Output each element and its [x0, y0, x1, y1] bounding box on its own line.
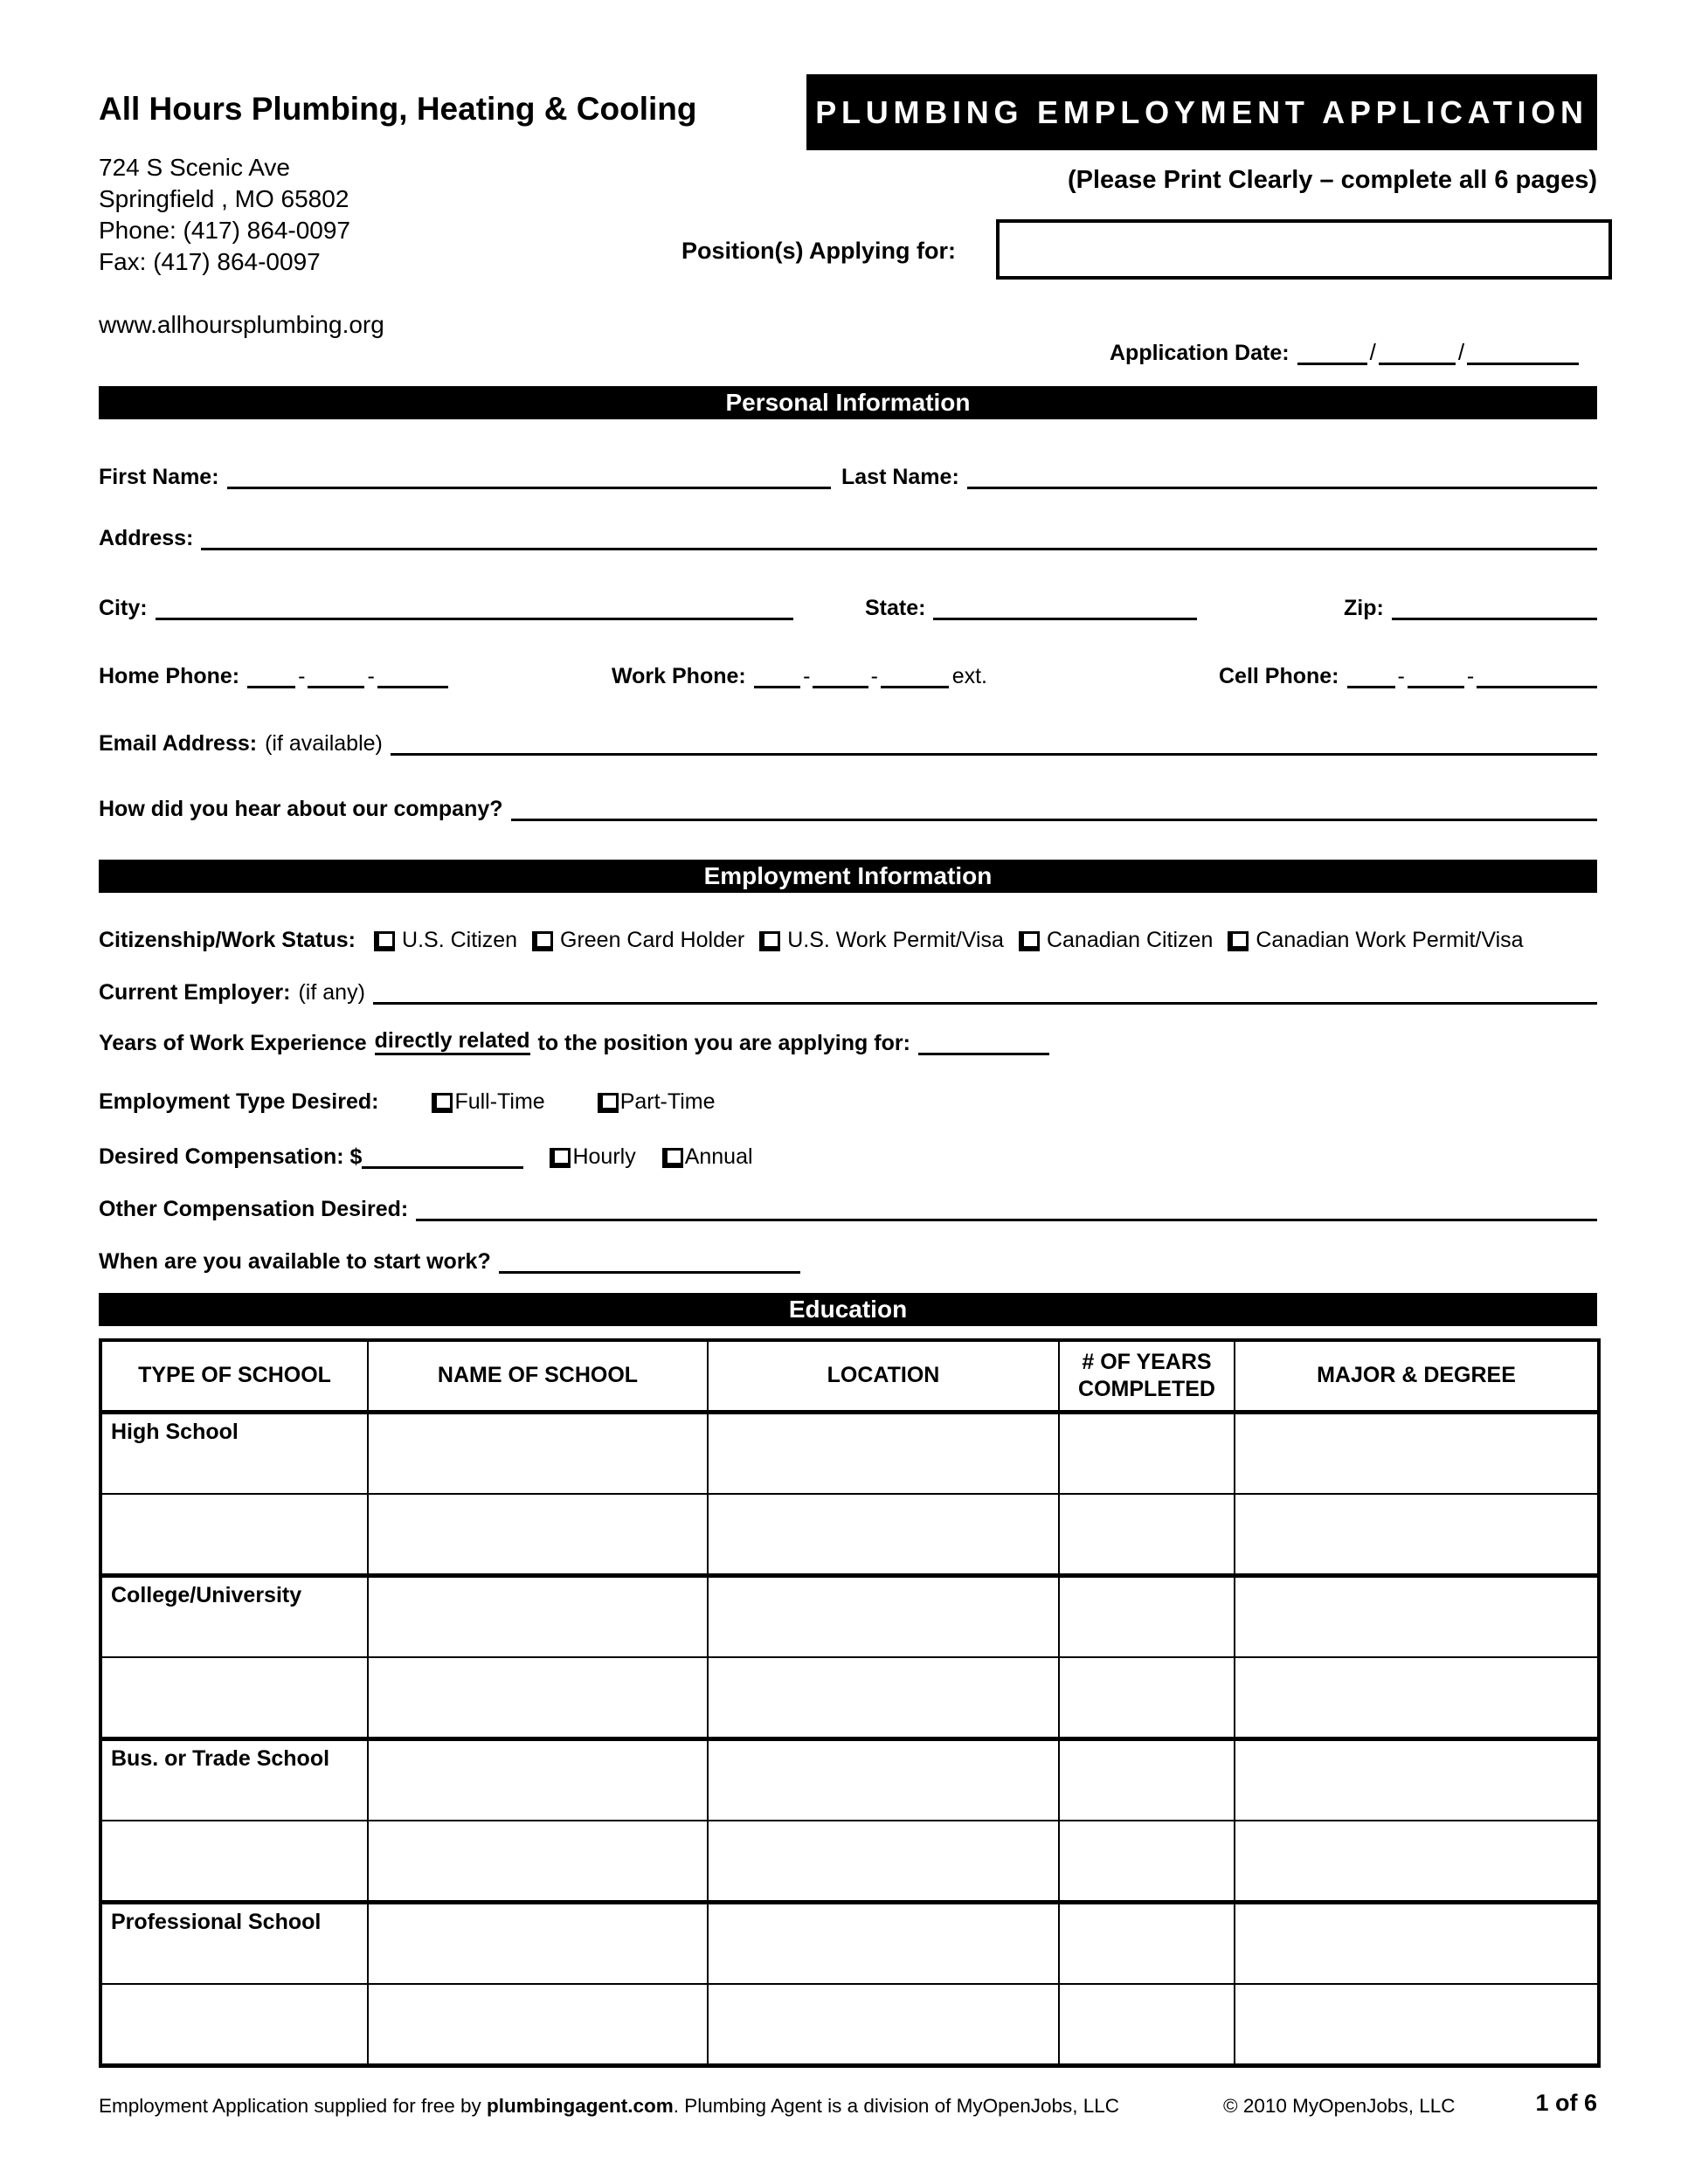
other-compensation-field — [99, 1186, 1597, 1221]
school-location-cell[interactable] — [708, 1739, 1059, 1821]
phone-dash: - — [870, 663, 878, 688]
referral-input[interactable] — [511, 812, 1597, 821]
current-employer-label: Current Employer: — [99, 979, 291, 1005]
application-date-day-input[interactable] — [1379, 356, 1456, 365]
education-header-row — [100, 1340, 1599, 1413]
school-location-cell[interactable] — [708, 1984, 1059, 2066]
citizenship-field — [99, 917, 1597, 952]
address-line: 724 S Scenic Ave — [99, 154, 290, 181]
phone-dash: - — [803, 663, 811, 688]
application-date-label: Application Date: — [1110, 340, 1290, 365]
employment-type-label: Employment Type Desired: — [99, 1089, 379, 1114]
table-row-professional-school — [100, 1903, 1599, 1985]
date-slash: / — [1369, 339, 1376, 366]
cell-phone-seg3-input[interactable] — [1477, 679, 1597, 688]
school-name-cell[interactable] — [368, 1821, 708, 1903]
col-years-completed: # OF YEARS COMPLETED — [1059, 1340, 1235, 1413]
phone-dash: - — [1466, 663, 1475, 688]
email-input[interactable] — [391, 746, 1597, 756]
citizenship-option-canadian-work-permit — [1228, 929, 1523, 953]
school-major-cell[interactable] — [1235, 1576, 1599, 1658]
position-applying-input[interactable] — [996, 219, 1612, 280]
company-name: All Hours Plumbing, Heating & Cooling — [99, 91, 697, 127]
school-type-cell: Bus. or Trade School — [100, 1739, 368, 1821]
school-name-cell[interactable] — [368, 1984, 708, 2066]
school-years-cell[interactable] — [1059, 1413, 1235, 1495]
col-location: LOCATION — [708, 1340, 1059, 1413]
current-employer-field — [99, 970, 1597, 1005]
company-fax: Fax: (417) 864-0097 — [99, 248, 321, 275]
phone-dash: - — [298, 663, 306, 688]
part-time-label: Part-Time — [619, 1089, 716, 1114]
company-website: www.allhoursplumbing.org — [99, 311, 384, 338]
section-education: Education — [99, 1293, 1597, 1326]
desired-compensation-input[interactable] — [362, 1159, 523, 1169]
position-applying-label: Position(s) Applying for: — [681, 238, 956, 264]
col-major-degree: MAJOR & DEGREE — [1235, 1340, 1599, 1413]
school-location-cell[interactable] — [708, 1576, 1059, 1658]
canadian-work-permit-label: Canadian Work Permit/Visa — [1256, 927, 1524, 952]
school-major-cell[interactable] — [1235, 1739, 1599, 1821]
school-major-cell[interactable] — [1235, 1413, 1599, 1495]
application-date-month-input[interactable] — [1297, 356, 1367, 365]
col-name-of-school: NAME OF SCHOOL — [368, 1340, 708, 1413]
school-name-cell[interactable] — [368, 1903, 708, 1985]
other-compensation-input[interactable] — [416, 1212, 1597, 1221]
school-name-cell[interactable] — [368, 1657, 708, 1739]
hourly-checkbox[interactable] — [550, 1148, 571, 1168]
application-date-year-input[interactable] — [1467, 356, 1579, 365]
school-years-cell[interactable] — [1059, 1821, 1235, 1903]
start-work-field — [99, 1239, 1597, 1274]
school-years-cell[interactable] — [1059, 1657, 1235, 1739]
print-clearly-note: (Please Print Clearly – complete all 6 pages) — [1067, 166, 1597, 194]
full-time-checkbox[interactable] — [432, 1093, 453, 1113]
part-time-checkbox[interactable] — [598, 1093, 619, 1113]
cell-phone-seg1-input[interactable] — [1347, 679, 1395, 688]
school-type-cell[interactable] — [100, 1984, 368, 2066]
work-phone-seg1-input[interactable] — [754, 679, 800, 688]
experience-prefix: Years of Work Experience — [99, 1030, 367, 1055]
last-name-field — [841, 454, 1597, 489]
company-phone: Phone: (417) 864-0097 — [99, 217, 350, 244]
citizenship-option-canadian-citizen — [1019, 929, 1213, 953]
cell-phone-seg2-input[interactable] — [1408, 679, 1464, 688]
city-label: City: — [99, 595, 148, 620]
school-location-cell[interactable] — [708, 1821, 1059, 1903]
zip-field — [1344, 585, 1597, 620]
table-row — [100, 1821, 1599, 1903]
footer-credit-suffix: . Plumbing Agent is a division of MyOpenJobs, LLC — [673, 2095, 1120, 2117]
experience-field — [99, 1020, 1597, 1055]
first-name-field — [99, 454, 831, 489]
zip-input[interactable] — [1392, 611, 1597, 620]
school-name-cell[interactable] — [368, 1576, 708, 1658]
school-type-cell[interactable] — [100, 1494, 368, 1576]
table-row — [100, 1984, 1599, 2066]
school-name-cell[interactable] — [368, 1413, 708, 1495]
city-field — [99, 585, 793, 620]
annual-label: Annual — [684, 1144, 753, 1169]
school-type-cell: Professional School — [100, 1903, 368, 1985]
school-name-cell[interactable] — [368, 1739, 708, 1821]
address-line: Springfield , MO 65802 — [99, 185, 349, 212]
experience-emphasis: directly related — [375, 1029, 530, 1056]
email-field — [99, 721, 1597, 756]
citizenship-option-us-work-permit — [759, 929, 1004, 953]
email-label: Email Address: — [99, 730, 258, 756]
state-input[interactable] — [933, 611, 1197, 620]
school-location-cell[interactable] — [708, 1903, 1059, 1985]
canadian-citizen-checkbox[interactable] — [1019, 931, 1040, 951]
work-phone-label: Work Phone: — [612, 663, 746, 688]
home-phone-label: Home Phone: — [99, 663, 240, 688]
application-date-row — [1110, 334, 1597, 365]
table-row — [100, 1494, 1599, 1576]
phone-dash: - — [367, 663, 375, 688]
work-phone-ext-label: ext. — [951, 663, 987, 688]
experience-years-input[interactable] — [918, 1046, 1049, 1055]
school-years-cell[interactable] — [1059, 1984, 1235, 2066]
address-input[interactable] — [201, 541, 1597, 550]
school-name-cell[interactable] — [368, 1494, 708, 1576]
employment-type-field — [99, 1079, 1597, 1114]
start-work-input[interactable] — [499, 1264, 800, 1274]
school-location-cell[interactable] — [708, 1494, 1059, 1576]
footer-copyright: © 2010 MyOpenJobs, LLC — [1223, 2095, 1456, 2117]
school-location-cell[interactable] — [708, 1413, 1059, 1495]
school-major-cell[interactable] — [1235, 1903, 1599, 1985]
school-major-cell[interactable] — [1235, 1821, 1599, 1903]
school-years-cell[interactable] — [1059, 1903, 1235, 1985]
date-slash: / — [1457, 339, 1465, 366]
education-table — [99, 1338, 1601, 2068]
city-input[interactable] — [156, 611, 793, 620]
employment-type-part-time — [598, 1090, 716, 1115]
address-label: Address: — [99, 525, 194, 550]
footer-credit — [99, 2095, 1119, 2118]
school-major-cell[interactable] — [1235, 1984, 1599, 2066]
school-location-cell[interactable] — [708, 1657, 1059, 1739]
referral-field — [99, 786, 1597, 821]
full-time-label: Full-Time — [454, 1089, 545, 1114]
footer-site-name: plumbingagent.com — [487, 2095, 674, 2117]
experience-suffix: to the position you are applying for: — [537, 1030, 910, 1055]
canadian-citizen-label: Canadian Citizen — [1046, 927, 1214, 952]
work-phone-field — [612, 653, 987, 688]
footer-credit-prefix: Employment Application supplied for free by — [99, 2095, 487, 2117]
section-employment-information: Employment Information — [99, 860, 1597, 893]
employment-type-full-time — [432, 1090, 544, 1115]
desired-compensation-field — [99, 1134, 1597, 1169]
hourly-label: Hourly — [572, 1144, 636, 1169]
referral-label: How did you hear about our company? — [99, 796, 503, 821]
school-years-cell[interactable] — [1059, 1739, 1235, 1821]
table-row-trade-school — [100, 1739, 1599, 1821]
current-employer-note: (if any) — [298, 979, 365, 1005]
citizenship-option-green-card — [532, 929, 744, 953]
home-phone-seg1-input[interactable] — [247, 679, 295, 688]
work-phone-seg3-input[interactable] — [881, 679, 949, 688]
table-row — [100, 1657, 1599, 1739]
citizenship-option-us-citizen — [374, 929, 517, 953]
col-type-of-school: TYPE OF SCHOOL — [100, 1340, 368, 1413]
state-label: State: — [865, 595, 926, 620]
school-major-cell[interactable] — [1235, 1657, 1599, 1739]
school-type-cell: College/University — [100, 1576, 368, 1658]
cell-phone-label: Cell Phone: — [1219, 663, 1339, 688]
school-type-cell[interactable] — [100, 1657, 368, 1739]
state-field — [865, 585, 1197, 620]
canadian-work-permit-checkbox[interactable] — [1228, 931, 1249, 951]
green-card-checkbox[interactable] — [532, 931, 553, 951]
start-work-label: When are you available to start work? — [99, 1248, 491, 1274]
us-work-permit-checkbox[interactable] — [759, 931, 780, 951]
table-row-college — [100, 1576, 1599, 1658]
school-type-cell[interactable] — [100, 1821, 368, 1903]
compensation-annual — [662, 1145, 753, 1170]
compensation-hourly — [550, 1145, 635, 1170]
last-name-input[interactable] — [967, 480, 1597, 489]
last-name-label: Last Name: — [841, 464, 959, 489]
school-years-cell[interactable] — [1059, 1576, 1235, 1658]
annual-checkbox[interactable] — [662, 1148, 683, 1168]
cell-phone-field — [1219, 653, 1597, 688]
first-name-label: First Name: — [99, 464, 219, 489]
school-type-cell: High School — [100, 1413, 368, 1495]
section-personal-information: Personal Information — [99, 386, 1597, 419]
title-banner: PLUMBING EMPLOYMENT APPLICATION — [806, 74, 1597, 150]
home-phone-seg3-input[interactable] — [377, 679, 448, 688]
desired-compensation-label: Desired Compensation: $ — [99, 1144, 363, 1169]
us-citizen-checkbox[interactable] — [374, 931, 395, 951]
phone-dash: - — [1397, 663, 1405, 688]
page-number: 1 of 6 — [1535, 2090, 1597, 2116]
work-phone-seg2-input[interactable] — [813, 679, 868, 688]
other-compensation-label: Other Compensation Desired: — [99, 1196, 409, 1221]
citizenship-label: Citizenship/Work Status: — [99, 927, 356, 952]
us-work-permit-label: U.S. Work Permit/Visa — [787, 927, 1004, 952]
home-phone-field — [99, 653, 448, 688]
green-card-label: Green Card Holder — [560, 927, 745, 952]
table-row-high-school — [100, 1413, 1599, 1495]
home-phone-seg2-input[interactable] — [308, 679, 364, 688]
address-field — [99, 515, 1597, 550]
school-major-cell[interactable] — [1235, 1494, 1599, 1576]
current-employer-input[interactable] — [373, 995, 1597, 1005]
company-address — [99, 152, 350, 278]
school-years-cell[interactable] — [1059, 1494, 1235, 1576]
us-citizen-label: U.S. Citizen — [402, 927, 517, 952]
first-name-input[interactable] — [227, 480, 831, 489]
email-note: (if available) — [265, 730, 383, 756]
zip-label: Zip: — [1344, 595, 1384, 620]
